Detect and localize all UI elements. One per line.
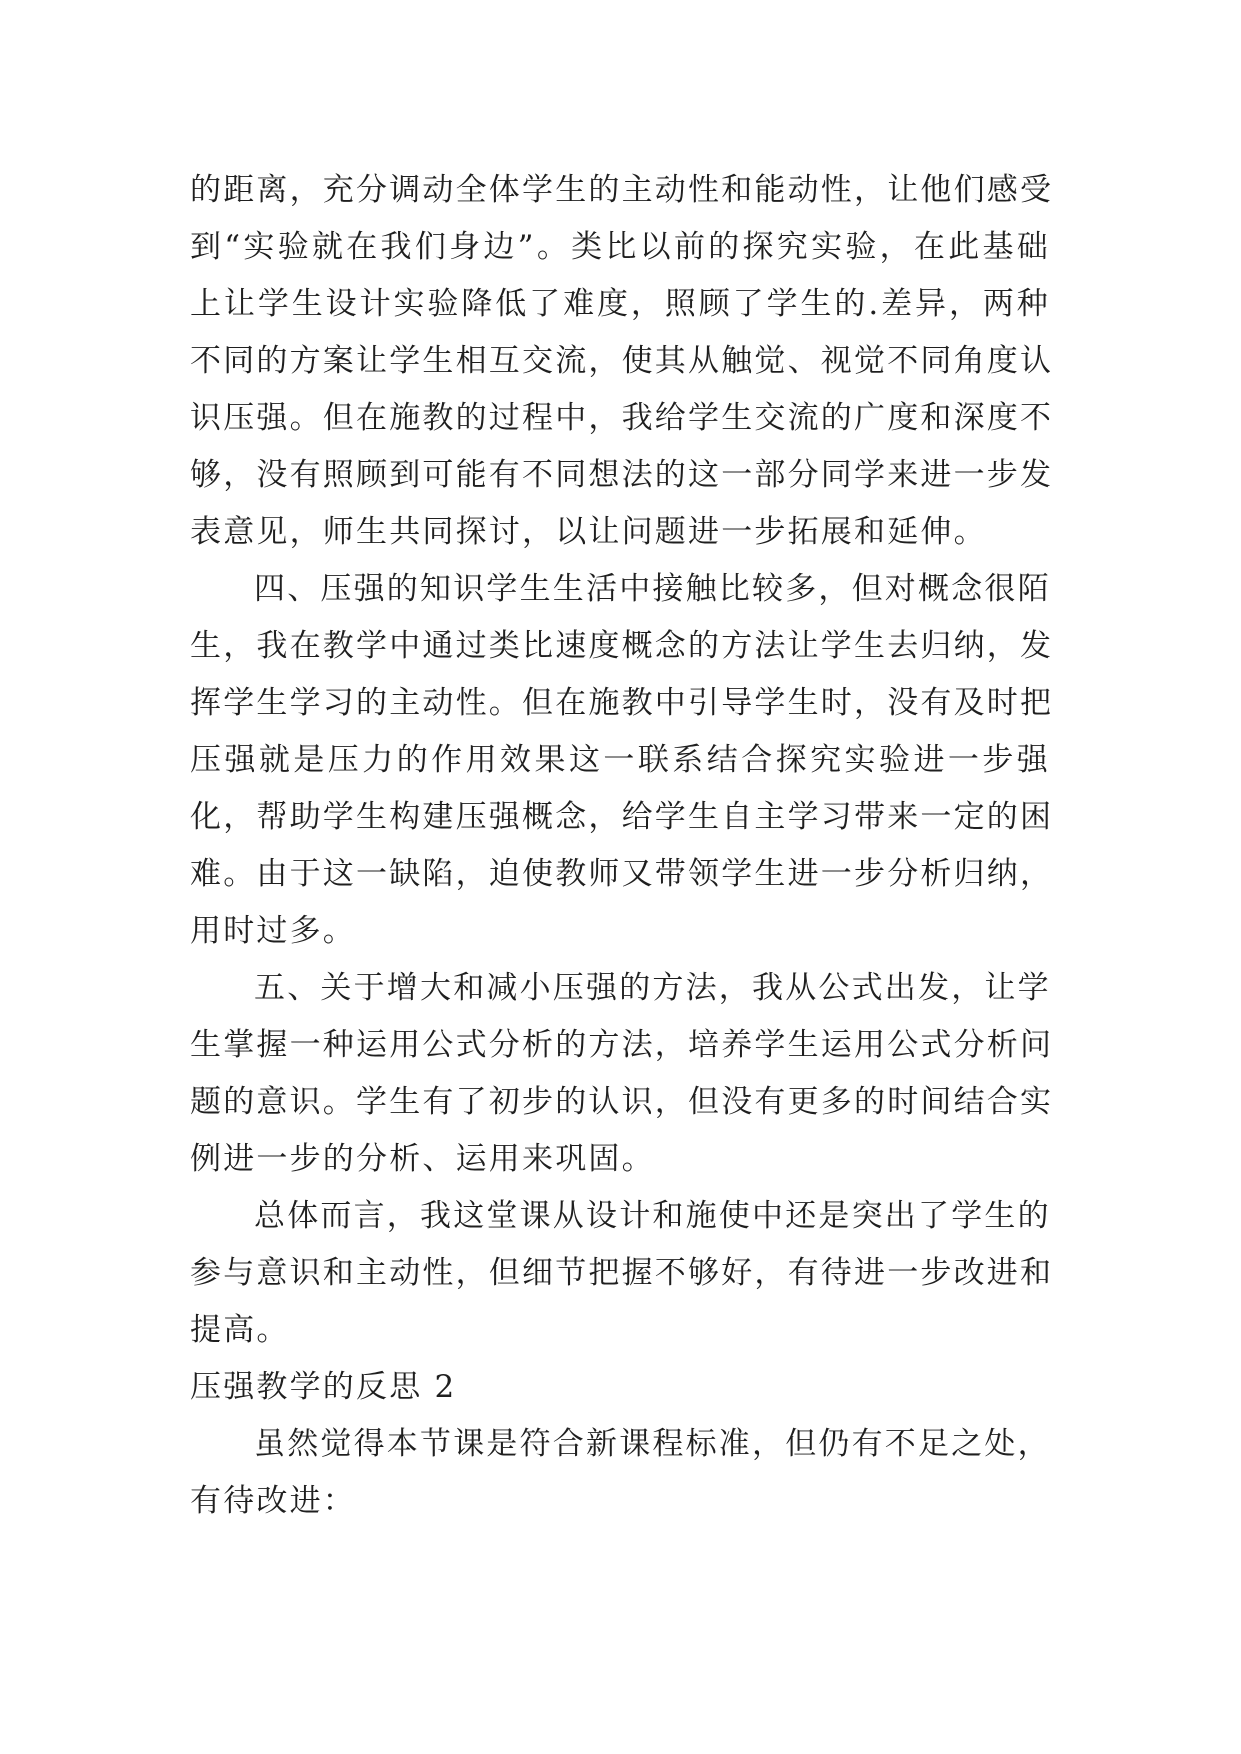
text-line — [190, 1416, 1050, 1473]
text-line: 压强就是压力的作用效果这一联系结合探究实验进一步强 — [190, 742, 1050, 778]
text-line — [190, 1188, 1050, 1245]
text-line: 参与意识和主动性，但细节把握不够好，有待进一步改进和 — [190, 1255, 1054, 1291]
text-line-content: 总体而言，我这堂课从设计和施使中还是突出了学生的 — [254, 1198, 1051, 1234]
text-line: 提高。 — [190, 1312, 290, 1348]
text-line: 生掌握一种运用公式分析的方法，培养学生运用公式分析问 — [190, 1027, 1054, 1063]
paragraph-5 — [190, 1416, 1050, 1530]
text-line: 识压强。但在施教的过程中，我给学生交流的广度和深度不 — [190, 400, 1054, 436]
text-line: 有待改进： — [190, 1483, 356, 1519]
paragraph-2 — [190, 561, 1054, 960]
text-line: 够，没有照顾到可能有不同想法的这一部分同学来进一步发 — [190, 457, 1054, 493]
text-line: 题的意识。学生有了初步的认识，但没有更多的时间结合实 — [190, 1084, 1054, 1120]
text-line-content: 五、关于增大和减小压强的方法，我从公式出发，让学 — [254, 970, 1051, 1006]
text-line: 表意见，师生共同探讨，以让问题进一步拓展和延伸。 — [190, 514, 987, 550]
text-line: 用时过多。 — [190, 913, 356, 949]
paragraph-4 — [190, 1188, 1054, 1359]
section-title: 压强教学的反思 2 — [190, 1369, 457, 1405]
text-line: 化，帮助学生构建压强概念，给学生自主学习带来一定的困 — [190, 799, 1054, 835]
paragraph-3 — [190, 960, 1054, 1188]
text-line: 不同的方案让学生相互交流，使其从触觉、视觉不同角度认 — [190, 343, 1054, 379]
text-line-content: 四、压强的知识学生生活中接触比较多，但对概念很陌 — [254, 571, 1051, 607]
text-line: 的距离，充分调动全体学生的主动性和能动性，让他们感受 — [190, 172, 1054, 208]
document-body — [190, 162, 1054, 1530]
text-line-content: 虽然觉得本节课是符合新课程标准，但仍有不足之处， — [254, 1426, 1051, 1462]
text-line: 生，我在教学中通过类比速度概念的方法让学生去归纳，发 — [190, 628, 1054, 664]
text-line — [190, 561, 1050, 618]
paragraph-1 — [190, 162, 1054, 561]
text-line: 到“实验就在我们身边”。类比以前的探究实验，在此基础 — [190, 229, 1050, 265]
text-line — [190, 960, 1050, 1017]
text-line: 例进一步的分析、运用来巩固。 — [190, 1141, 655, 1177]
text-line: 挥学生学习的主动性。但在施教中引导学生时，没有及时把 — [190, 685, 1054, 721]
text-line: 上让学生设计实验降低了难度，照顾了学生的.差异，两种 — [190, 286, 1050, 322]
text-line: 难。由于这一缺陷，迫使教师又带领学生进一步分析归纳， — [190, 856, 1054, 892]
